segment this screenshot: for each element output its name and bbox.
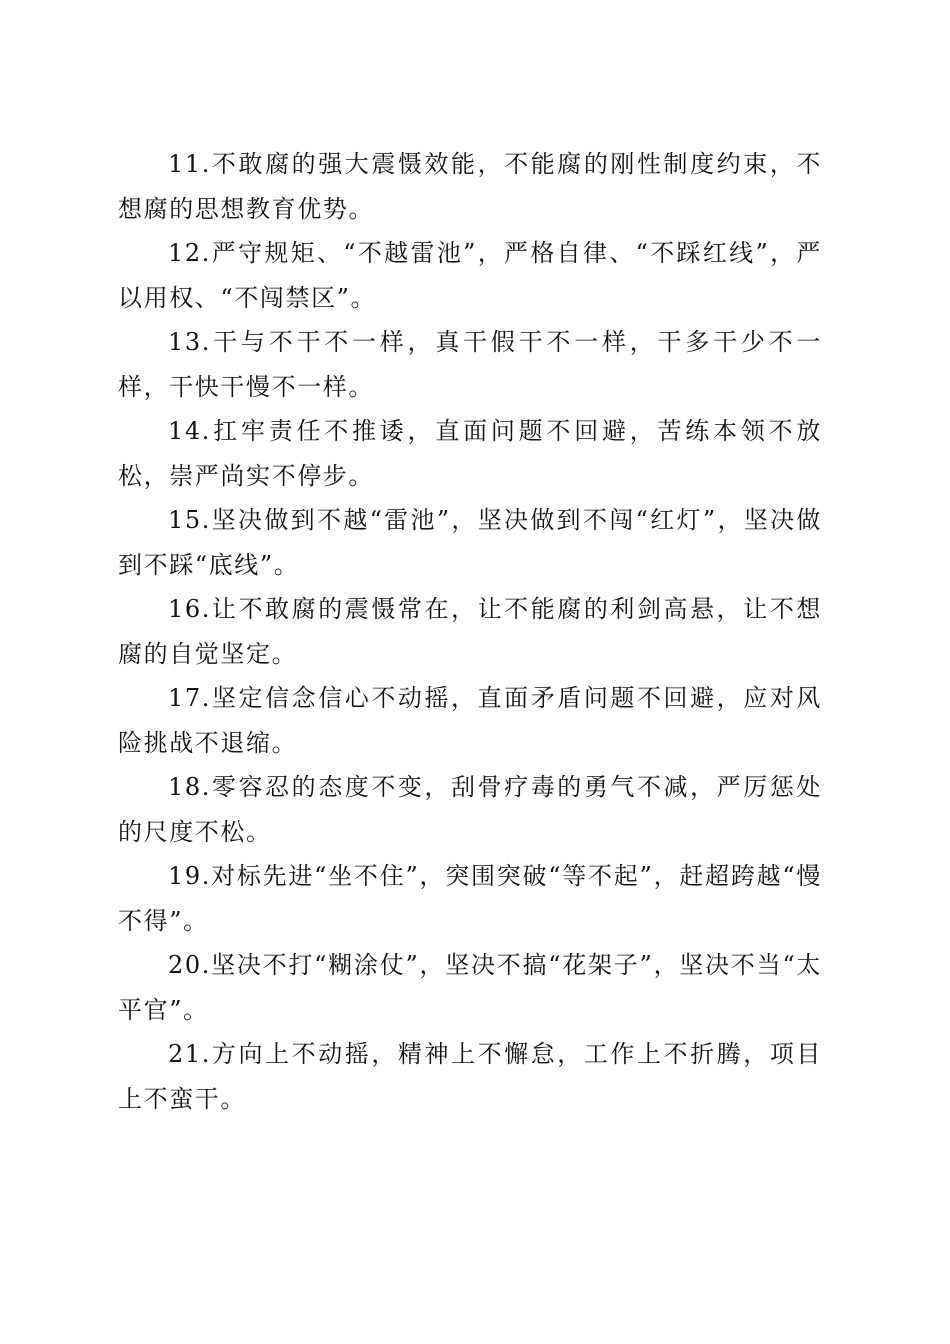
list-item: 17.坚定信念信心不动摇，直面矛盾问题不回避，应对风险挑战不退缩。 — [118, 684, 822, 757]
list-item: 13.干与不干不一样，真干假干不一样，干多干少不一样，干快干慢不一样。 — [118, 328, 822, 401]
list-item: 20.坚决不打“糊涂仗”，坚决不搞“花架子”，坚决不当“太平官”。 — [118, 951, 822, 1024]
list-item: 12.严守规矩、“不越雷池”，严格自律、“不踩红线”，严以用权、“不闯禁区”。 — [118, 239, 822, 312]
list-item: 15.坚决做到不越“雷池”，坚决做到不闯“红灯”，坚决做到不踩“底线”。 — [118, 506, 822, 579]
list-item: 16.让不敢腐的震慑常在，让不能腐的利剑高悬，让不想腐的自觉坚定。 — [118, 595, 822, 668]
list-item: 14.扛牢责任不推诿，直面问题不回避，苦练本领不放松，崇严尚实不停步。 — [118, 417, 822, 490]
list-item: 18.零容忍的态度不变，刮骨疗毒的勇气不减，严厉惩处的尺度不松。 — [118, 773, 822, 846]
list-item: 19.对标先进“坐不住”，突围突破“等不起”，赶超跨越“慢不得”。 — [118, 862, 822, 935]
list-item: 11.不敢腐的强大震慑效能，不能腐的刚性制度约束，不想腐的思想教育优势。 — [118, 150, 822, 223]
document-body — [118, 142, 822, 1121]
list-item: 21.方向上不动摇，精神上不懈怠，工作上不折腾，项目上不蛮干。 — [118, 1040, 822, 1113]
